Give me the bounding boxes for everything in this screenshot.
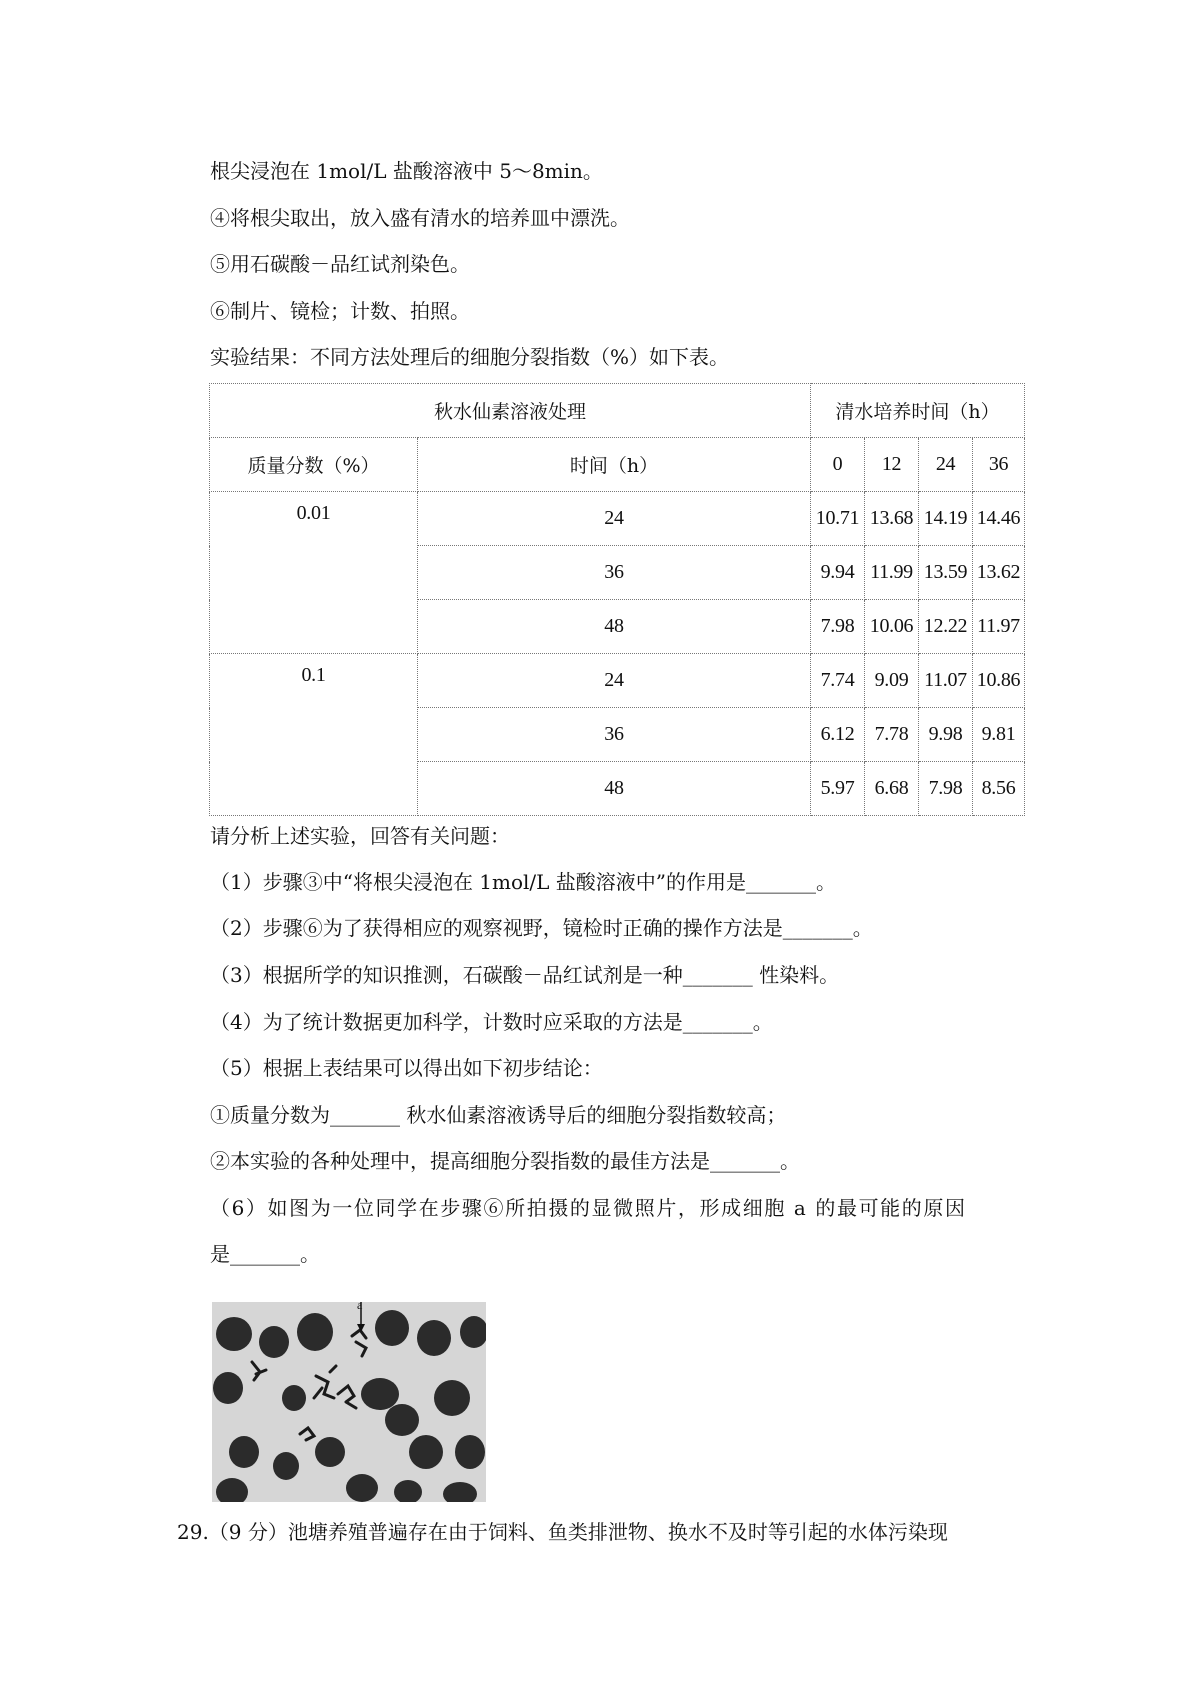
analysis-prompt: 请分析上述实验，回答有关问题： (210, 824, 510, 848)
mass-cell: 0.01 (210, 492, 418, 654)
value-cell: 7.98 (811, 600, 865, 654)
results-table (209, 383, 1025, 816)
intro-line-3: ⑤用石碳酸－品红试剂染色。 (210, 252, 470, 276)
question-6-end: 。 (300, 1242, 320, 1266)
culture-time-cell: 36 (973, 438, 1025, 492)
value-cell: 13.59 (919, 546, 973, 600)
answer-blank: _______ (682, 1010, 753, 1034)
header-culture-time: 清水培养时间（h） (811, 384, 1025, 438)
culture-time-cell: 24 (919, 438, 973, 492)
value-cell: 14.46 (973, 492, 1025, 546)
question-2-text: （2）步骤⑥为了获得相应的观察视野，镜检时正确的操作方法是 (210, 916, 783, 940)
question-6: （6）如图为一位同学在步骤⑥所拍摄的显微照片，形成细胞 a 的最可能的原因 (210, 1196, 967, 1220)
value-cell: 8.56 (973, 762, 1025, 816)
col-mass-fraction: 质量分数（%） (210, 438, 418, 492)
results-caption: 实验结果：不同方法处理后的细胞分裂指数（%）如下表。 (210, 345, 730, 369)
question-3-text: （3）根据所学的知识推测，石碳酸－品红试剂是一种 (210, 963, 683, 987)
question-6-continued (210, 1240, 320, 1268)
mass-cell: 0.1 (210, 654, 418, 816)
answer-blank: _______ (782, 916, 853, 940)
question-2 (210, 914, 873, 942)
value-cell: 10.71 (811, 492, 865, 546)
table-row (210, 492, 1025, 546)
answer-blank: _______ (710, 1149, 780, 1173)
value-cell: 11.99 (865, 546, 919, 600)
question-4-end: 。 (752, 1010, 773, 1034)
time-cell: 36 (418, 546, 811, 600)
value-cell: 9.98 (919, 708, 973, 762)
time-cell: 24 (418, 654, 811, 708)
header-treatment: 秋水仙素溶液处理 (210, 384, 811, 438)
answer-blank: _______ (682, 963, 753, 987)
answer-blank: _______ (330, 1103, 400, 1127)
question-29: 29.（9 分）池塘养殖普遍存在由于饲料、鱼类排泄物、换水不及时等引起的水体污染现 (177, 1520, 948, 1544)
question-5: （5）根据上表结果可以得出如下初步结论： (210, 1056, 603, 1080)
question-1 (210, 868, 836, 896)
value-cell: 7.74 (811, 654, 865, 708)
question-2-end: 。 (852, 916, 873, 940)
value-cell: 6.12 (811, 708, 865, 762)
culture-time-cell: 0 (811, 438, 865, 492)
col-time: 时间（h） (418, 438, 811, 492)
value-cell: 9.81 (973, 708, 1025, 762)
culture-time-cell: 12 (865, 438, 919, 492)
conclusion-1-text: ①质量分数为 (210, 1103, 330, 1127)
intro-line-2: ④将根尖取出，放入盛有清水的培养皿中漂洗。 (210, 206, 630, 230)
time-cell: 48 (418, 762, 811, 816)
value-cell: 13.62 (973, 546, 1025, 600)
time-cell: 36 (418, 708, 811, 762)
table-row (210, 654, 1025, 708)
answer-blank: _______ (230, 1242, 300, 1266)
value-cell: 10.86 (973, 654, 1025, 708)
question-4 (210, 1008, 773, 1036)
value-cell: 13.68 (865, 492, 919, 546)
value-cell: 6.68 (865, 762, 919, 816)
conclusion-2-end: 。 (780, 1149, 800, 1173)
value-cell: 7.78 (865, 708, 919, 762)
conclusion-1-end: 秋水仙素溶液诱导后的细胞分裂指数较高； (400, 1103, 787, 1127)
value-cell: 10.06 (865, 600, 919, 654)
conclusion-2-text: ②本实验的各种处理中，提高细胞分裂指数的最佳方法是 (210, 1149, 710, 1173)
question-3 (210, 961, 839, 989)
value-cell: 5.97 (811, 762, 865, 816)
value-cell: 11.07 (919, 654, 973, 708)
value-cell: 9.09 (865, 654, 919, 708)
conclusion-2 (210, 1147, 800, 1175)
intro-line-4: ⑥制片、镜检；计数、拍照。 (210, 299, 470, 323)
question-4-text: （4）为了统计数据更加科学，计数时应采取的方法是 (210, 1010, 683, 1034)
micrograph-image (212, 1302, 486, 1502)
question-3-end: 性染料。 (752, 963, 840, 987)
question-6-text: 是 (210, 1242, 230, 1266)
time-cell: 48 (418, 600, 811, 654)
answer-blank: _______ (746, 870, 817, 894)
value-cell: 9.94 (811, 546, 865, 600)
conclusion-1 (210, 1101, 786, 1129)
value-cell: 11.97 (973, 600, 1025, 654)
time-cell: 24 (418, 492, 811, 546)
question-1-text: （1）步骤③中“将根尖浸泡在 1mol/L 盐酸溶液中”的作用是 (210, 870, 747, 894)
value-cell: 12.22 (919, 600, 973, 654)
value-cell: 14.19 (919, 492, 973, 546)
cell-a-label: a (357, 1302, 363, 1312)
intro-line-1: 根尖浸泡在 1mol/L 盐酸溶液中 5～8min。 (210, 159, 603, 183)
value-cell: 7.98 (919, 762, 973, 816)
question-1-end: 。 (816, 870, 837, 894)
